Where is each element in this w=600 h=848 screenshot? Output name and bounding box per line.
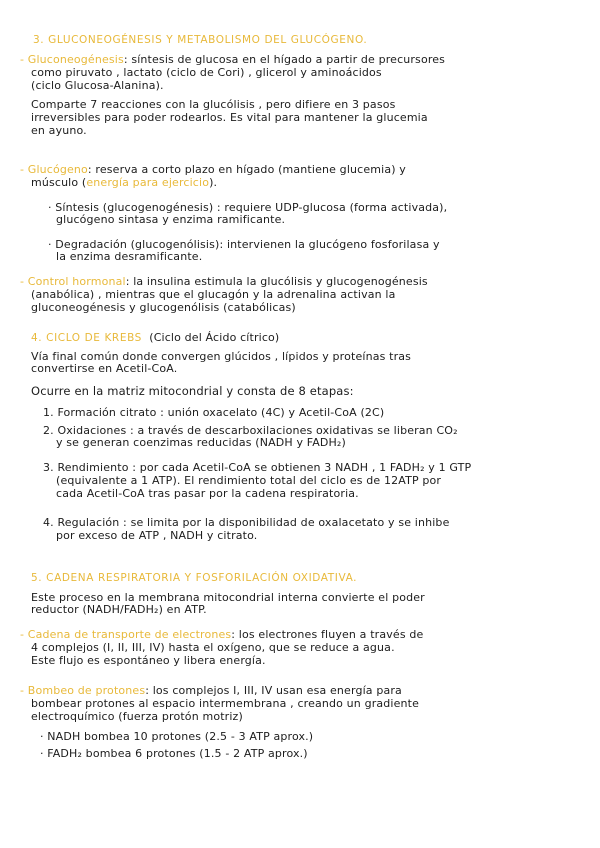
degradacion-line-1: · Degradación (glucogenólisis): intervienen la glucógeno fosforilasa y xyxy=(48,238,440,251)
krebs-etapa-2-line-1: 2. Oxidaciones : a través de descarboxilaciones oxidativas se liberan CO₂ xyxy=(43,424,458,437)
gluconeogenesis-para-2: irreversibles para poder rodearlos. Es vital para mantener la glucemia xyxy=(31,111,428,124)
krebs-etapa-1: 1. Formación citrato : unión oxacelato (4C) y Acetil-CoA (2C) xyxy=(43,406,385,419)
sintesis-line-2: glucógeno sintasa y enzima ramificante. xyxy=(56,213,286,226)
cadena-intro-1: Este proceso en la membrana mitocondrial interna convierte el poder xyxy=(31,591,425,604)
krebs-etapa-3-line-2: (equivalente a 1 ATP). El rendimiento total del ciclo es de 12ATP por xyxy=(56,474,442,487)
bombeo-line-2: bombear protones al espacio intermembrana , creando un gradiente xyxy=(31,697,420,710)
bombeo-nadh: · NADH bombea 10 protones (2.5 - 3 ATP aprox.) xyxy=(40,730,314,743)
krebs-etapa-4-line-1: 4. Regulación : se limita por la disponibilidad de oxalacetato y se inhibe xyxy=(43,516,450,529)
sintesis-line-1: · Síntesis (glucogenogénesis) : requiere UDP-glucosa (forma activada), xyxy=(48,201,448,214)
degradacion-line-2: la enzima desramificante. xyxy=(56,250,203,263)
bombeo-fadh2: · FADH₂ bombea 6 protones (1.5 - 2 ATP aprox.) xyxy=(40,747,308,760)
glucogeno-line-2: músculo (energía para ejercicio). xyxy=(31,176,218,189)
section-3-title: 3. GLUCONEOGÉNESIS Y METABOLISMO DEL GLUCÓGENO. xyxy=(33,34,368,46)
bombeo-term: Bombeo de protones xyxy=(27,684,146,697)
section-4-subtitle: (Ciclo del Ácido cítrico) xyxy=(149,331,280,344)
krebs-intro-2: convertirse en Acetil-CoA. xyxy=(31,362,178,375)
gluconeogenesis-line-1: - Gluconeogénesis: síntesis de glucosa en el hígado a partir de precursores xyxy=(20,53,446,66)
cadena-transporte-line-2: 4 complejos (I, II, III, IV) hasta el oxígeno, que se reduce a agua. xyxy=(31,641,395,654)
gluconeogenesis-para-3: en ayuno. xyxy=(31,124,87,137)
krebs-etapa-3-line-3: cada Acetil-CoA tras pasar por la cadena respiratoria. xyxy=(56,487,359,500)
krebs-intro-1: Vía final común donde convergen glúcidos , lípidos y proteínas tras xyxy=(31,350,412,363)
cadena-intro-2: reductor (NADH/FADH₂) en ATP. xyxy=(31,603,207,616)
krebs-etapas-intro: Ocurre en la matriz mitocondrial y consta de 8 etapas: xyxy=(31,384,354,398)
gluconeogenesis-line-2: como piruvato , lactato (ciclo de Cori) , glicerol y aminoácidos xyxy=(31,66,382,79)
control-hormonal-line-2: (anabólica) , mientras que el glucagón y la adrenalina activan la xyxy=(31,288,396,301)
bombeo-line-3: electroquímico (fuerza protón motriz) xyxy=(31,710,243,723)
section-4-title: 4. CICLO DE KREBS xyxy=(31,332,142,344)
glucogeno-term: Glucógeno xyxy=(27,163,88,176)
control-hormonal-line-3: gluconeogénesis y glucogenólisis (catabólicas) xyxy=(31,301,296,314)
cadena-transporte-term: Cadena de transporte de electrones xyxy=(27,628,232,641)
glucogeno-line-1: - Glucógeno: reserva a corto plazo en hígado (mantiene glucemia) y xyxy=(20,163,406,176)
section-4-heading xyxy=(31,331,279,345)
gluconeogenesis-para-1: Comparte 7 reacciones con la glucólisis , pero difiere en 3 pasos xyxy=(31,98,396,111)
cadena-transporte-line-1: - Cadena de transporte de electrones: los electrones fluyen a través de xyxy=(20,628,424,641)
krebs-etapa-3-line-1: 3. Rendimiento : por cada Acetil-CoA se obtienen 3 NADH , 1 FADH₂ y 1 GTP xyxy=(43,461,472,474)
krebs-etapa-4-line-2: por exceso de ATP , NADH y citrato. xyxy=(56,529,258,542)
control-hormonal-term: Control hormonal xyxy=(27,275,126,288)
control-hormonal-line-1: - Control hormonal: la insulina estimula la glucólisis y glucogenogénesis xyxy=(20,275,428,288)
gluconeogenesis-line-3: (ciclo Glucosa-Alanina). xyxy=(31,79,164,92)
bombeo-line-1: - Bombeo de protones: los complejos I, III, IV usan esa energía para xyxy=(20,684,402,697)
krebs-etapa-2-line-2: y se generan coenzimas reducidas (NADH y FADH₂) xyxy=(56,436,346,449)
gluconeogenesis-term: Gluconeogénesis xyxy=(27,53,124,66)
cadena-transporte-line-3: Este flujo es espontáneo y libera energía. xyxy=(31,654,266,667)
section-5-title: 5. CADENA RESPIRATORIA Y FOSFORILACIÓN OXIDATIVA. xyxy=(31,572,358,584)
